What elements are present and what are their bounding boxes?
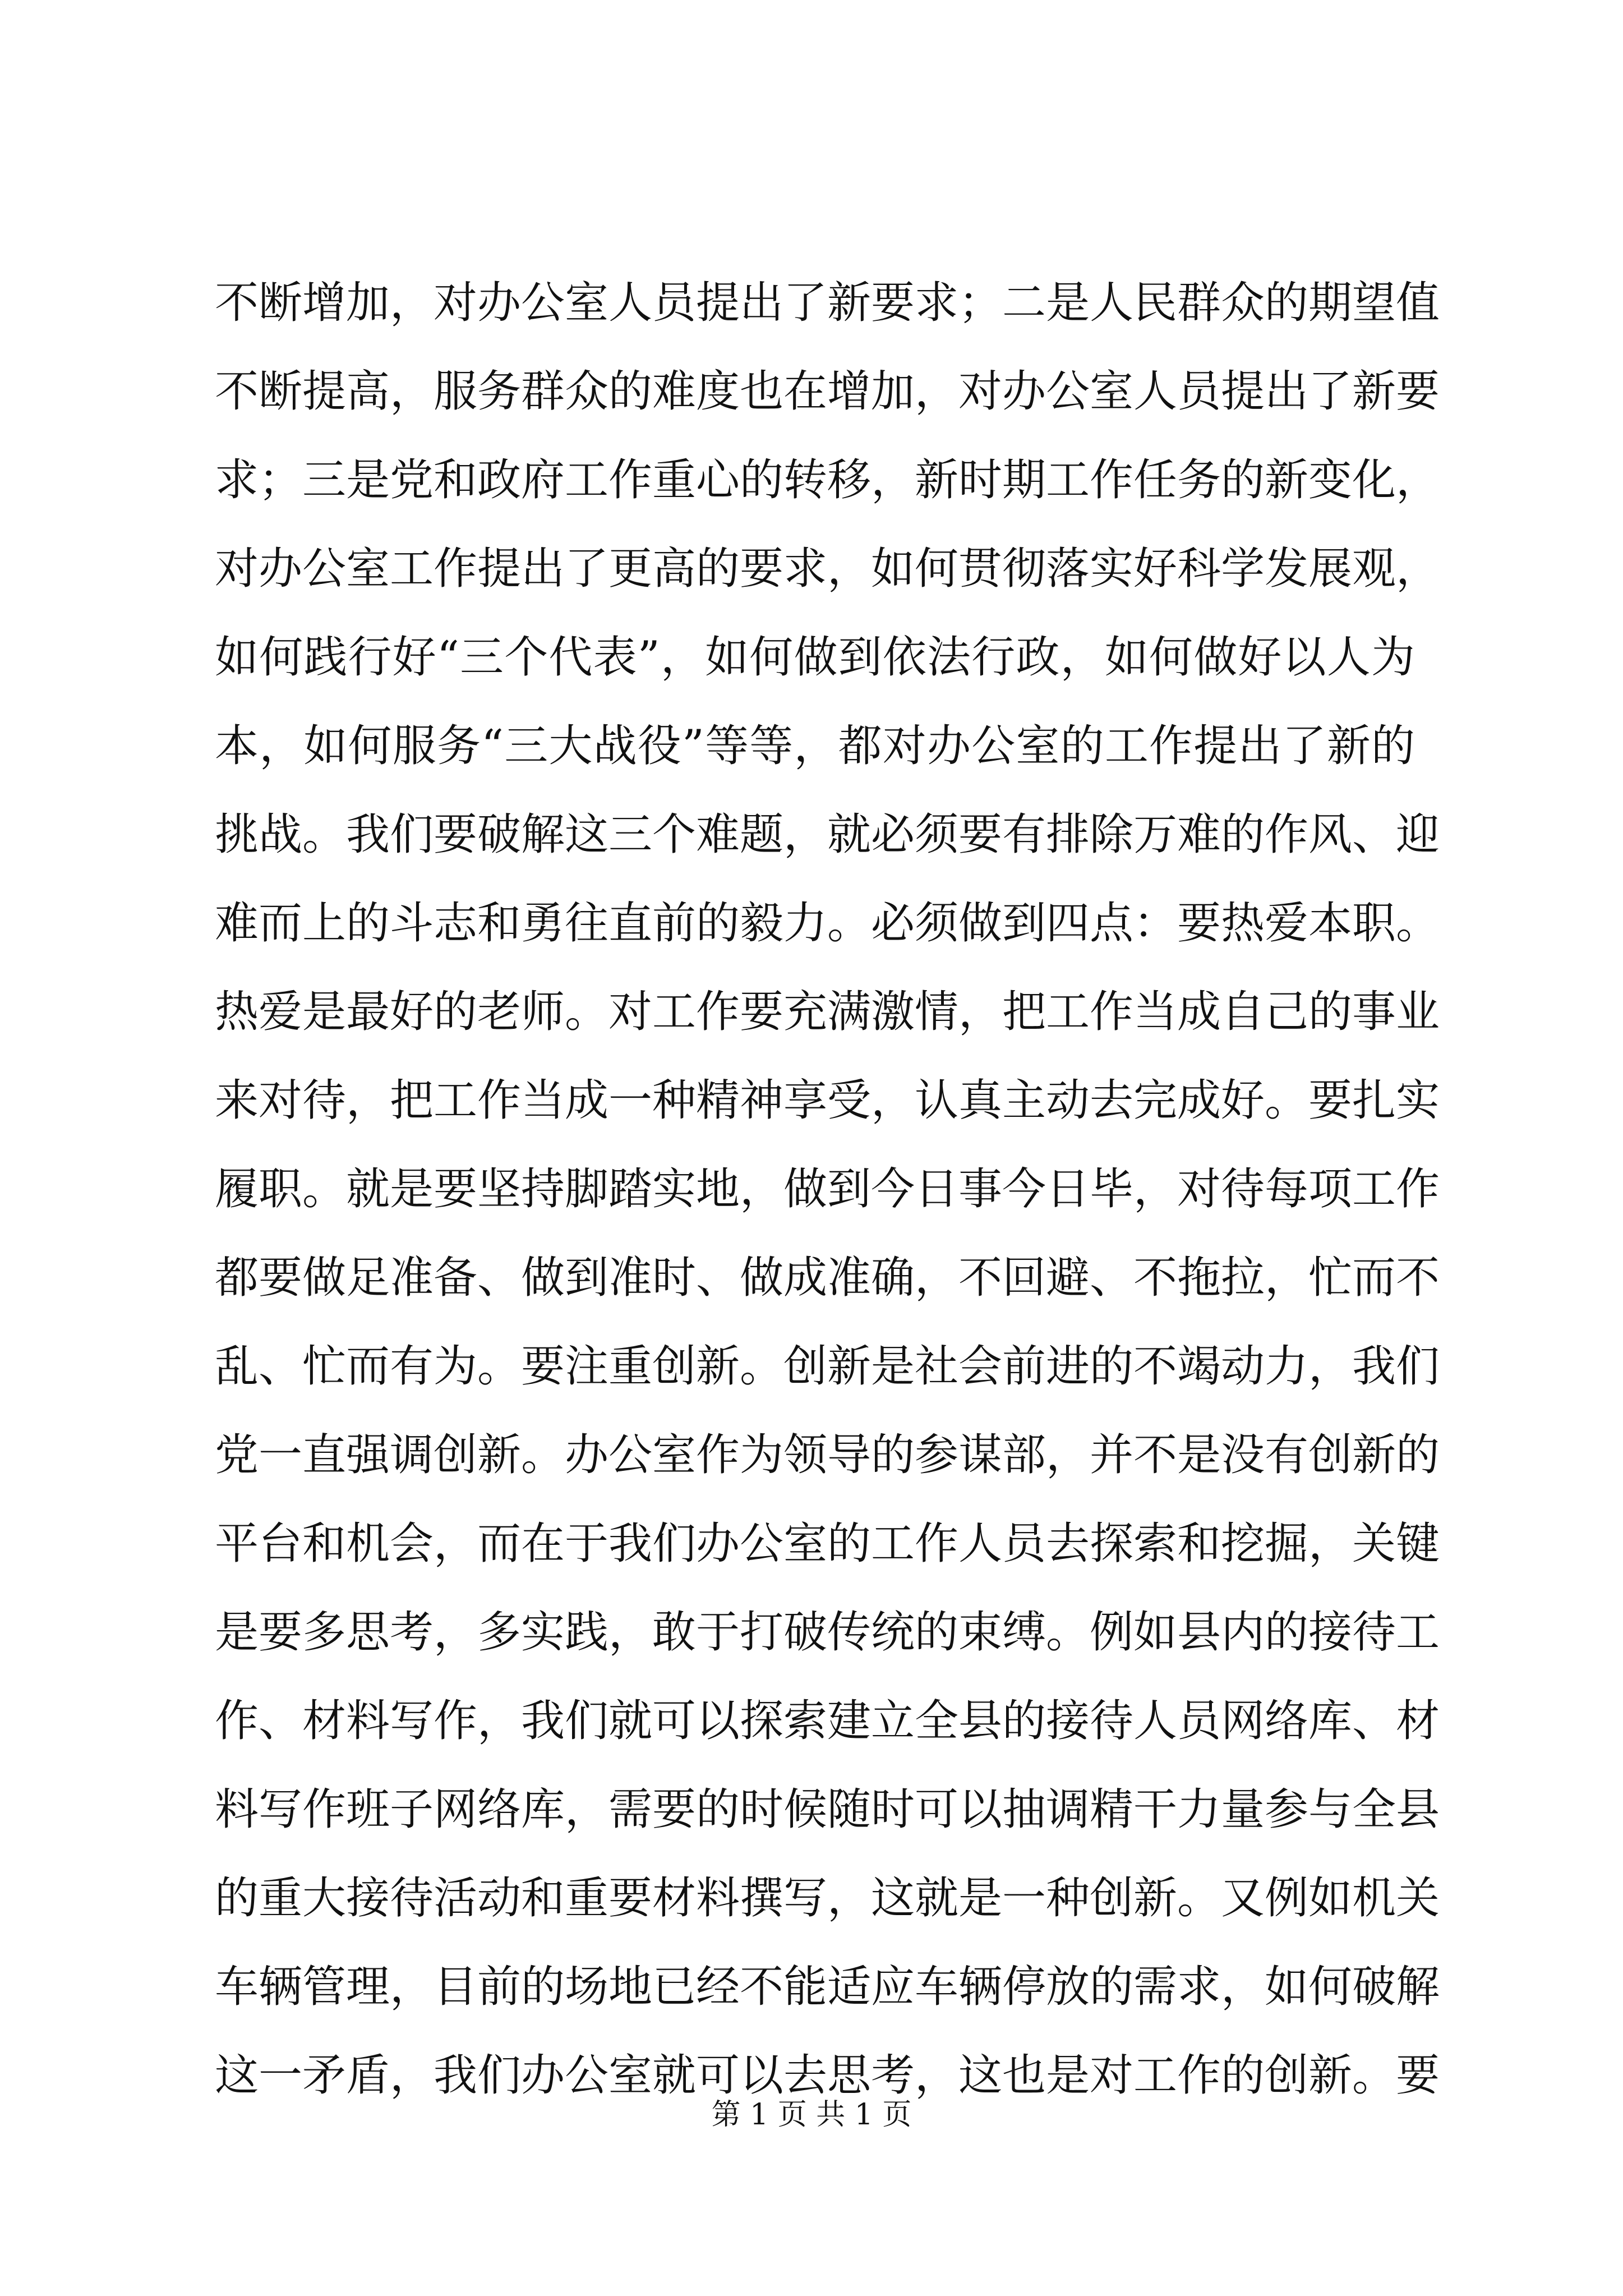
text-line-21: 这一矛盾，我们办公室就可以去思考，这也是对工作的创新。要 <box>215 2050 1440 2101</box>
page-footer <box>0 2095 1623 2134</box>
text-line-7: 挑战。我们要破解这三个难题，就必须要有排除万难的作风、迎 <box>215 809 1440 860</box>
text-line-5: 如何践行好“三个代表”，如何做到依法行政，如何做好以人为 <box>215 632 1415 683</box>
text-line-12: 都要做足准备、做到准时、做成准确，不回避、不拖拉，忙而不 <box>215 1253 1440 1303</box>
text-line-14: 党一直强调创新。办公室作为领导的参谋部，并不是没有创新的 <box>215 1430 1440 1480</box>
text-line-6: 本，如何服务“三大战役”等等，都对办公室的工作提出了新的 <box>215 721 1415 771</box>
body-text <box>215 259 1440 2120</box>
text-line-11: 履职。就是要坚持脚踏实地，做到今日事今日毕，对待每项工作 <box>215 1164 1440 1214</box>
text-line-18: 料写作班子网络库，需要的时候随时可以抽调精干力量参与全县 <box>215 1784 1440 1835</box>
text-line-9: 热爱是最好的老师。对工作要充满激情，把工作当成自己的事业 <box>215 987 1440 1037</box>
text-line-2: 不断提高，服务群众的难度也在增加，对办公室人员提出了新要 <box>215 366 1440 417</box>
text-line-1: 不断增加，对办公室人员提出了新要求；二是人民群众的期望值 <box>215 278 1440 328</box>
text-line-17: 作、材料写作，我们就可以探索建立全县的接待人员网络库、材 <box>215 1696 1440 1746</box>
text-line-13: 乱、忙而有为。要注重创新。创新是社会前进的不竭动力，我们 <box>215 1341 1440 1392</box>
text-line-10: 来对待，把工作当成一种精神享受，认真主动去完成好。要扎实 <box>215 1075 1440 1126</box>
text-line-4: 对办公室工作提出了更高的要求，如何贯彻落实好科学发展观， <box>215 544 1440 594</box>
text-line-8: 难而上的斗志和勇往直前的毅力。必须做到四点：要热爱本职。 <box>215 898 1440 949</box>
text-line-16: 是要多思考，多实践，敢于打破传统的束缚。例如县内的接待工 <box>215 1607 1440 1658</box>
text-line-15: 平台和机会，而在于我们办公室的工作人员去探索和挖掘，关键 <box>215 1519 1440 1569</box>
page-number-label: 第 1 页 共 1 页 <box>711 2098 912 2132</box>
text-line-3: 求；三是党和政府工作重心的转移，新时期工作任务的新变化， <box>215 455 1440 505</box>
text-line-20: 车辆管理，目前的场地已经不能适应车辆停放的需求，如何破解 <box>215 1962 1440 2012</box>
text-line-19: 的重大接待活动和重要材料撰写，这就是一种创新。又例如机关 <box>215 1873 1440 1924</box>
